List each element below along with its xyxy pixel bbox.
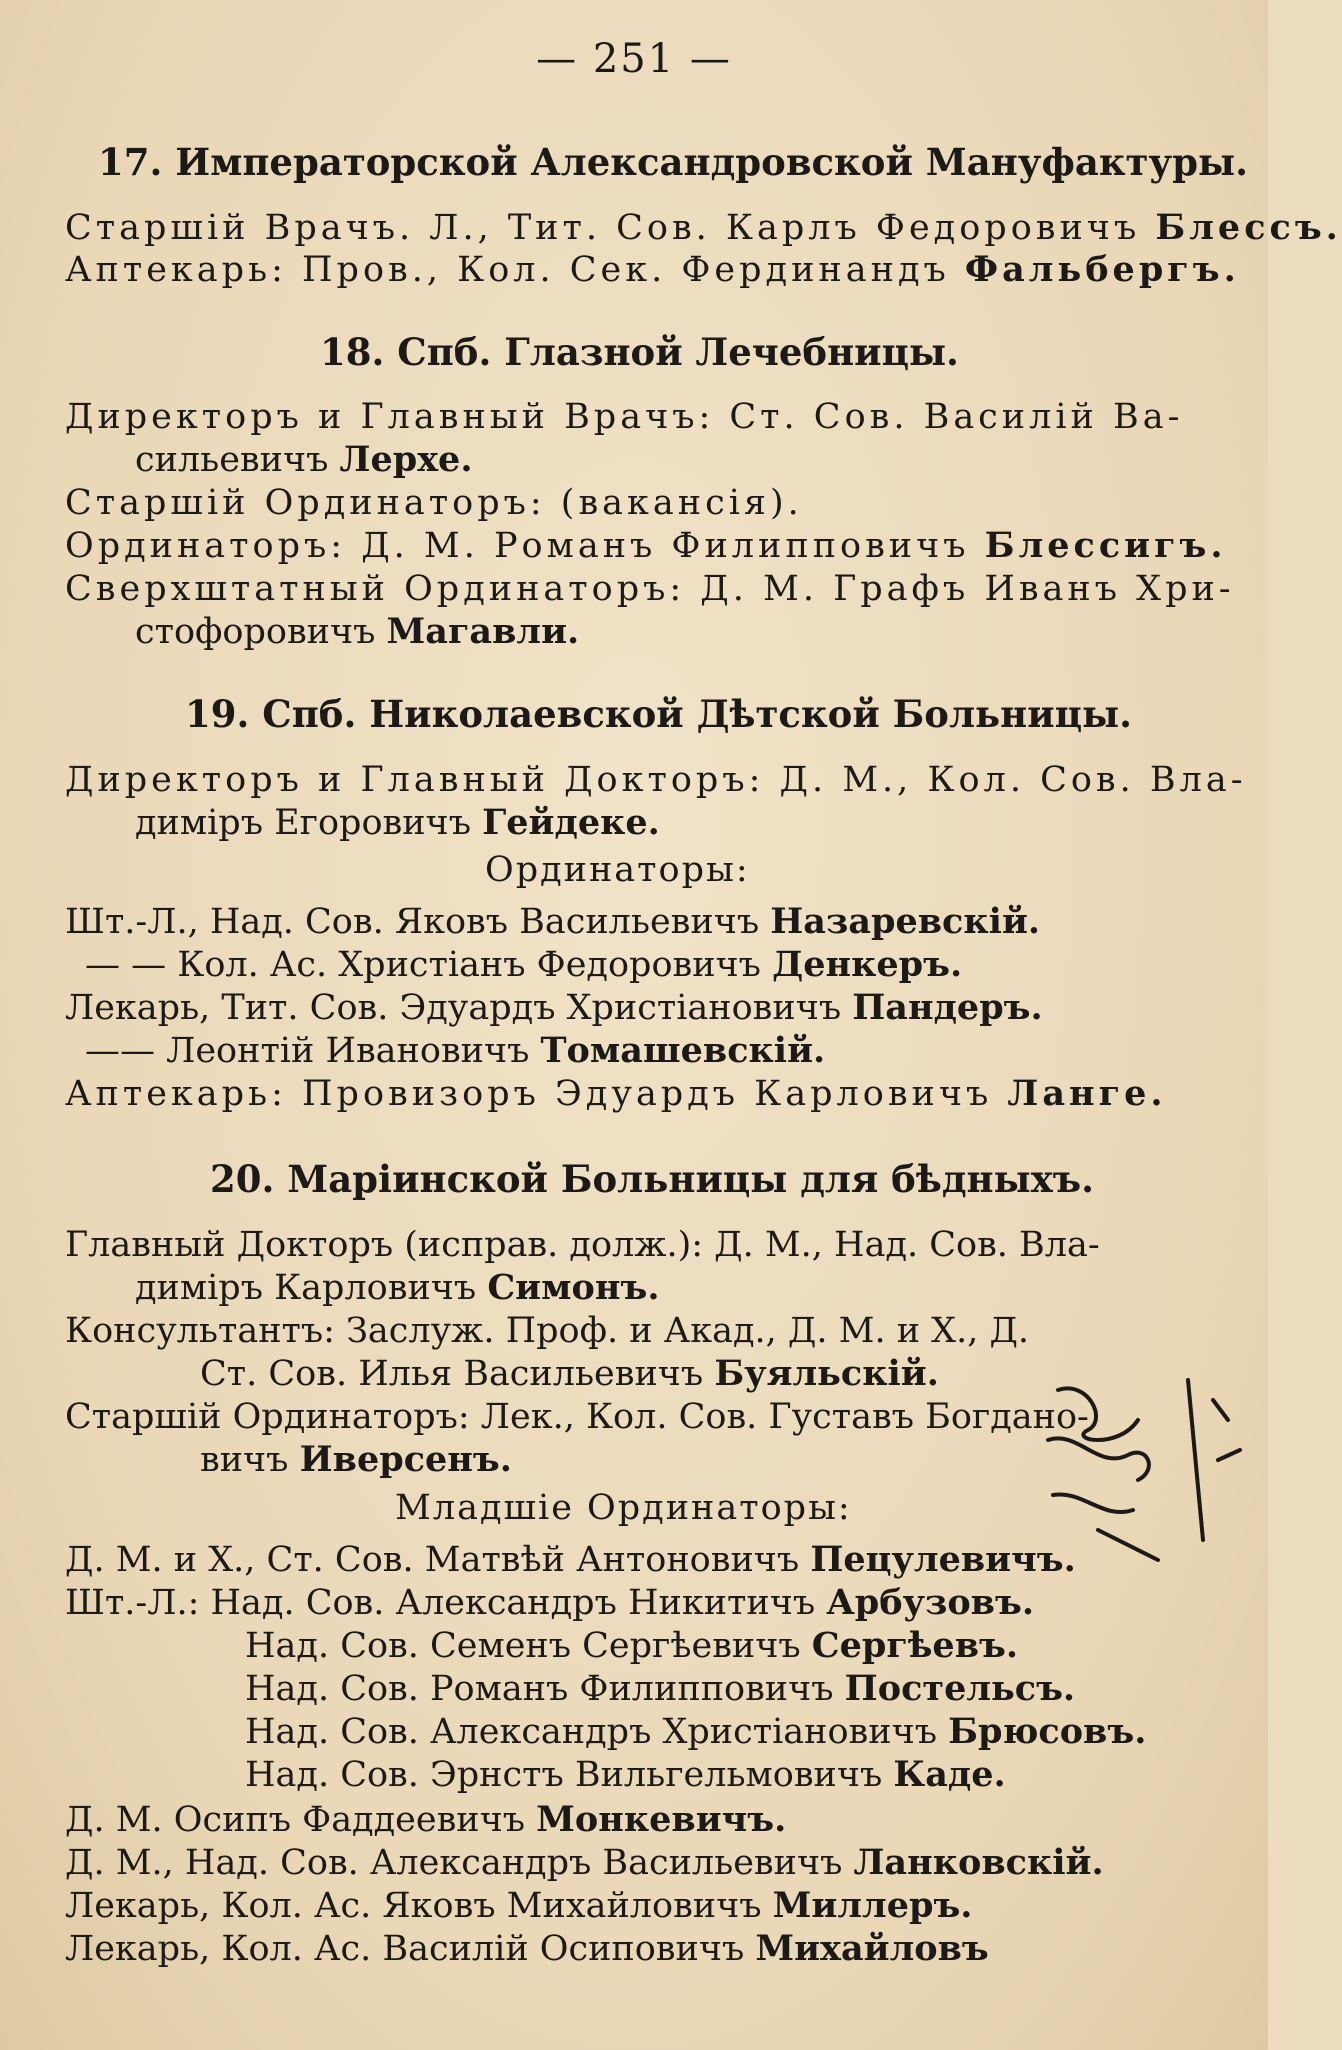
subheading: Младшіе Ординаторы: bbox=[395, 1488, 852, 1528]
entry-line: диміръ Карловичъ Симонъ. bbox=[135, 1267, 660, 1308]
entry-line: Над. Сов. Семенъ Сергѣевичъ Сергѣевъ. bbox=[245, 1625, 1019, 1666]
entry-line: Шт.-Л.: Над. Сов. Александръ Никитичъ Арбузовъ. bbox=[65, 1582, 1035, 1623]
entry-line: стофоровичъ Магавли. bbox=[135, 611, 580, 652]
entry-line: Лекарь, Кол. Ас. Василій Осиповичъ Михайловъ bbox=[65, 1928, 989, 1969]
page-number: — 251 — bbox=[536, 36, 732, 82]
section-heading: 20. Маріинской Больницы для бѣдныхъ. bbox=[210, 1157, 1095, 1201]
entry-line: Д. М. и Х., Ст. Сов. Матвѣй Антоновичъ Пецулевичъ. bbox=[65, 1539, 1076, 1580]
section-heading: 18. Спб. Глазной Лечебницы. bbox=[320, 330, 959, 374]
entry-line: — — Кол. Ас. Христіанъ Федоровичъ Денкеръ. bbox=[85, 944, 963, 985]
entry-line: Старшій Ординаторъ: (вакансія). bbox=[65, 483, 803, 523]
entry-line: Лекарь, Тит. Сов. Эдуардъ Христіановичъ Пандеръ. bbox=[65, 987, 1043, 1028]
section-heading: 19. Спб. Николаевской Дѣтской Больницы. bbox=[185, 692, 1133, 736]
entry-line: Над. Сов. Романъ Филипповичъ Постельсъ. bbox=[245, 1668, 1076, 1709]
entry-line: Сверхштатный Ординаторъ: Д. М. Графъ Иванъ Хри- bbox=[65, 569, 1235, 609]
entry-line: Шт.-Л., Над. Сов. Яковъ Васильевичъ Назаревскій. bbox=[65, 901, 1041, 942]
entry-line: Д. М. Осипъ Фаддеевичъ Монкевичъ. bbox=[65, 1799, 787, 1840]
subheading: Ординаторы: bbox=[485, 850, 750, 890]
entry-line: Директоръ и Главный Врачъ: Ст. Сов. Василій Ва- bbox=[65, 397, 1184, 437]
entry-line: Ординаторъ: Д. М. Романъ Филипповичъ Блессигъ. bbox=[65, 525, 1227, 566]
section-heading: 17. Императорской Александровской Мануфактуры. bbox=[98, 140, 1248, 184]
entry-line: —— Леонтій Ивановичъ Томашевскій. bbox=[85, 1030, 826, 1071]
entry-line: Аптекарь: Пров., Кол. Сек. Фердинандъ Фальбергъ. bbox=[65, 249, 1240, 290]
entry-line: вичъ Иверсенъ. bbox=[200, 1439, 512, 1480]
entry-line: Старшій Врачъ. Л., Тит. Сов. Карлъ Федоровичъ Блессъ. bbox=[65, 207, 1342, 248]
handwritten-scribble-icon bbox=[1028, 1360, 1248, 1580]
entry-line: Над. Сов. Александръ Христіановичъ Брюсовъ. bbox=[245, 1711, 1147, 1752]
entry-line: Консультантъ: Заслуж. Проф. и Акад., Д. М. и Х., Д. bbox=[65, 1311, 1030, 1351]
entry-line: Директоръ и Главный Докторъ: Д. М., Кол. Сов. Вла- bbox=[65, 760, 1247, 800]
entry-line: Д. М., Над. Сов. Александръ Васильевичъ Ланковскій. bbox=[65, 1842, 1104, 1883]
entry-line: Старшій Ординаторъ: Лек., Кол. Сов. Густавъ Богдано- bbox=[65, 1397, 1089, 1437]
entry-line: сильевичъ Лерхе. bbox=[135, 439, 473, 480]
entry-line: Лекарь, Кол. Ас. Яковъ Михайловичъ Миллеръ. bbox=[65, 1885, 973, 1926]
entry-line: Аптекарь: Провизоръ Эдуардъ Карловичъ Ланге. bbox=[65, 1073, 1167, 1114]
entry-line: Главный Докторъ (исправ. долж.): Д. М., Над. Сов. Вла- bbox=[65, 1225, 1100, 1265]
entry-line: диміръ Егоровичъ Гейдеке. bbox=[135, 802, 660, 843]
entry-line: Ст. Сов. Илья Васильевичъ Буяльскій. bbox=[200, 1353, 939, 1394]
entry-line: Над. Сов. Эрнстъ Вильгельмовичъ Каде. bbox=[245, 1754, 1006, 1795]
